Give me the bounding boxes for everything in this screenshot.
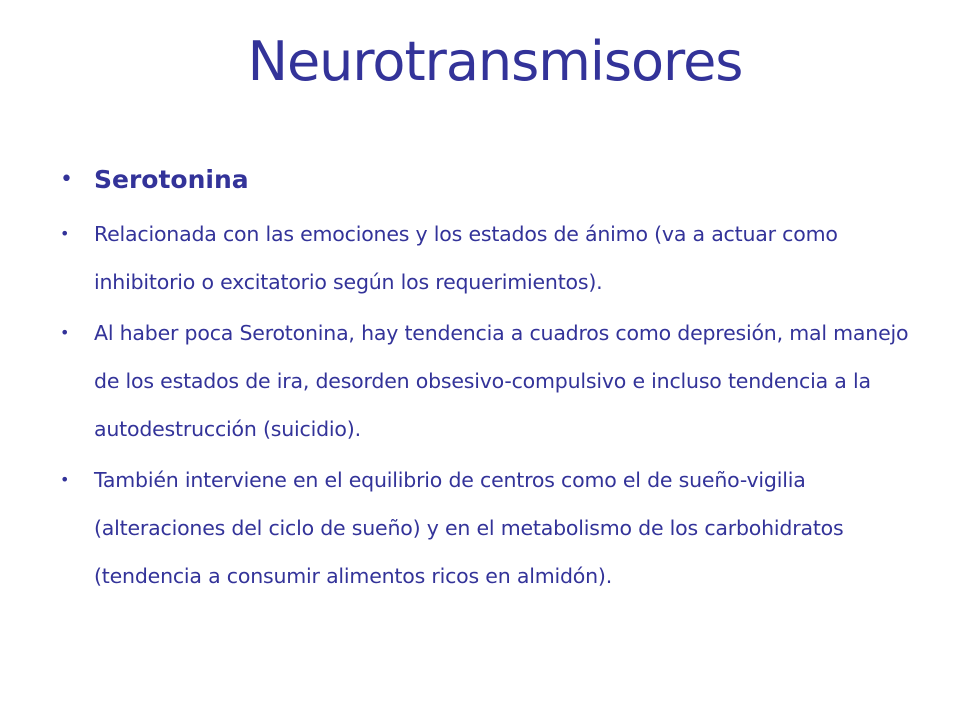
bullet-text: Al haber poca Serotonina, hay tendencia a cuadros como depresión, mal manejo de los estados de ira, desorden obsesivo-compulsivo e incluso tendencia a la autodestrucción (suicidio). xyxy=(94,321,909,441)
bullet-icon: • xyxy=(60,167,73,192)
heading-bullet-text: Serotonina xyxy=(94,165,249,194)
slide-content xyxy=(60,158,920,603)
bullet-icon: • xyxy=(60,470,70,489)
heading-bullet xyxy=(60,158,920,202)
slide-title: Neurotransmisores xyxy=(247,30,743,93)
list-item xyxy=(60,210,920,306)
bullet-text: Relacionada con las emociones y los estados de ánimo (va a actuar como inhibitorio o excitatorio según los requerimientos). xyxy=(94,222,838,294)
list-item xyxy=(60,456,920,600)
bullet-text: También interviene en el equilibrio de centros como el de sueño-vigilia (alteraciones del ciclo de sueño) y en el metabolismo de los carbohidratos (tendencia a consumir alimentos ricos en almidón). xyxy=(94,468,844,588)
bullet-icon: • xyxy=(60,323,70,342)
bullet-icon: • xyxy=(60,224,70,243)
list-item xyxy=(60,309,920,453)
